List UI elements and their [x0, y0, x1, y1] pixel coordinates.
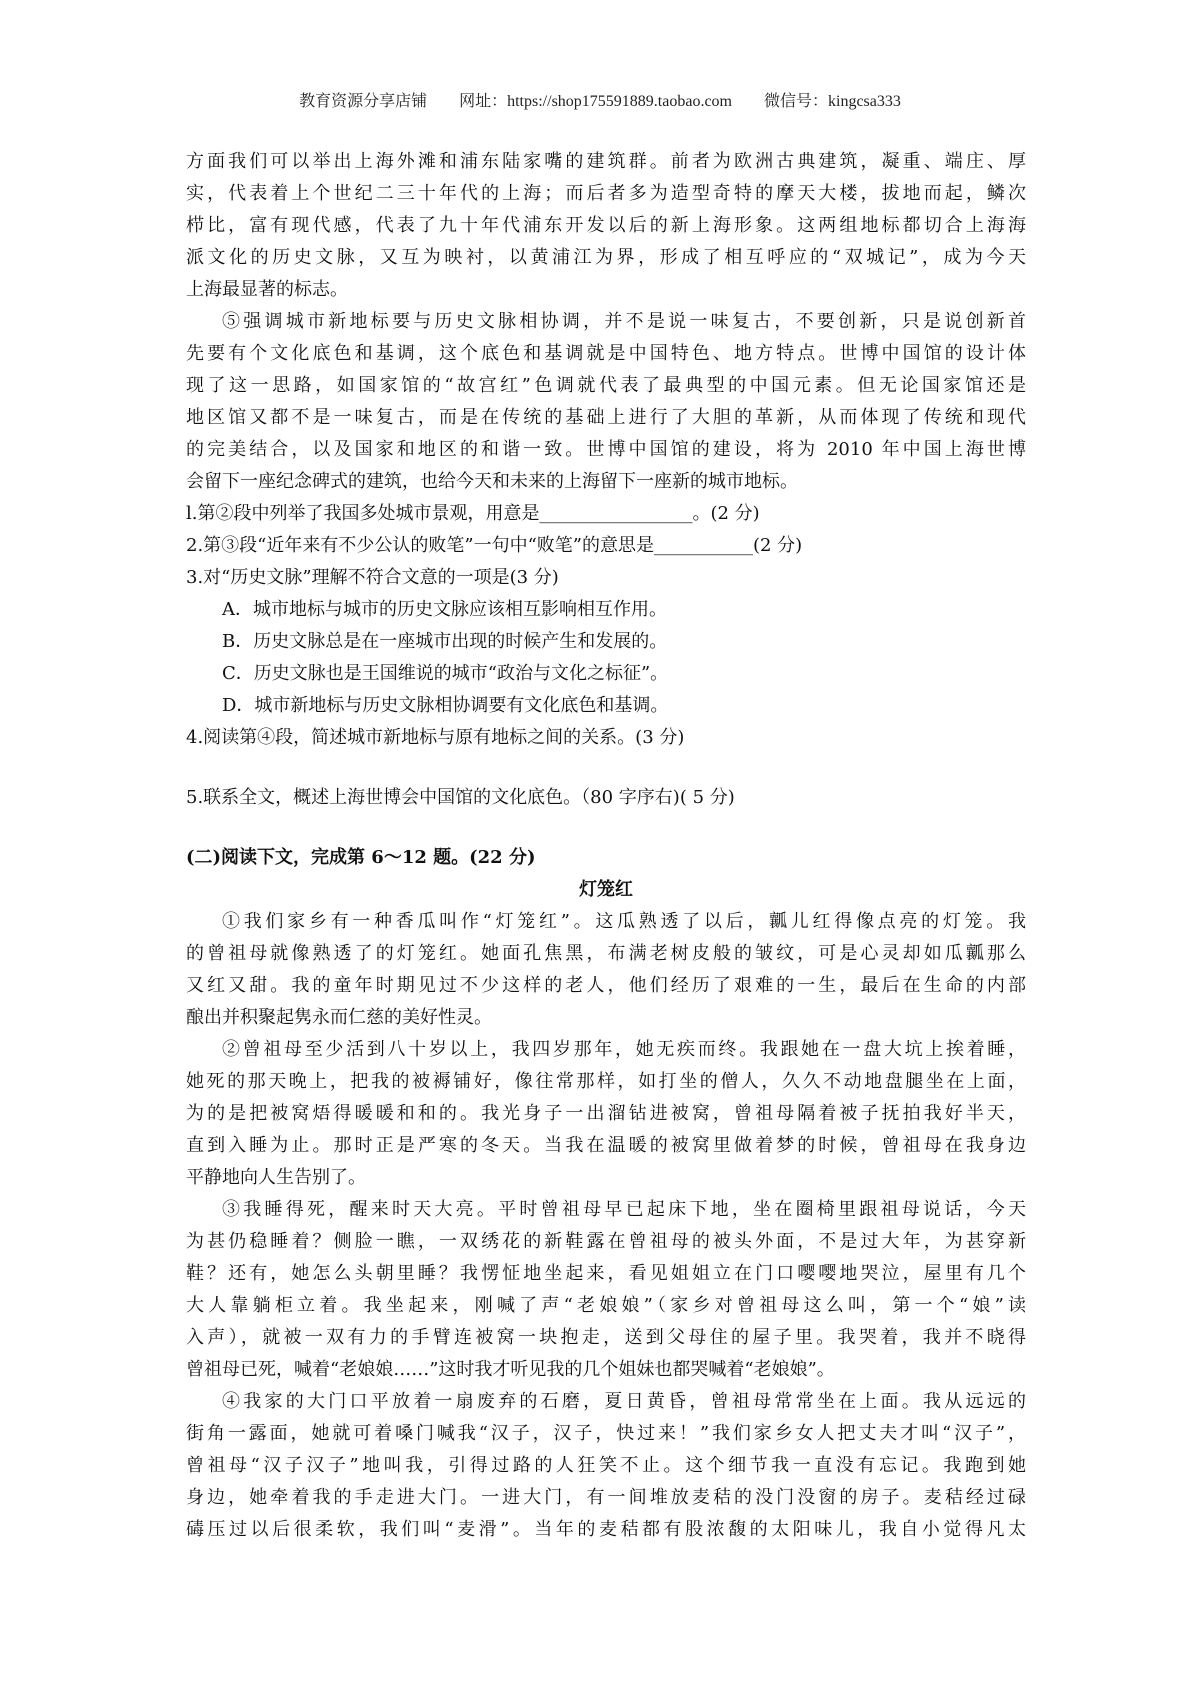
header-wechat: 微信号：kingcsa333: [764, 93, 901, 110]
question-3-option-b: B．历史文脉总是在一座城市出现的时候产生和发展的。: [222, 631, 668, 652]
text-line: 方面我们可以举出上海外滩和浦东陆家嘴的建筑群。前者为欧洲古典建筑，凝重、端庄、厚: [186, 151, 1026, 172]
text-line: 曾祖母“汉子汉子”地叫我，引得过路的人狂笑不止。这个细节我一直没有忘记。我跑到她: [186, 1455, 1026, 1476]
text-line: 入声），就被一双有力的手臂连被窝一块抱走，送到父母住的屋子里。我哭着，我并不晓得: [186, 1327, 1026, 1348]
text-line: 又红又甜。我的童年时期见过不少这样的老人，他们经历了艰难的一生，最后在生命的内部: [186, 975, 1026, 996]
text-line: 的曾祖母就像熟透了的灯笼红。她面孔焦黑，布满老树皮般的皱纹，可是心灵却如瓜瓤那么: [186, 943, 1026, 964]
text-line: 曾祖母已死，喊着“老娘娘……”这时我才听见我的几个姐妹也都哭喊着“老娘娘”。: [186, 1359, 835, 1380]
text-line: 平静地向人生告别了。: [186, 1167, 366, 1188]
text-line: 酿出并积聚起隽永而仁慈的美好性灵。: [186, 1007, 492, 1028]
text-line: 为甚仍稳睡着？侧脸一瞧，一双绣花的新鞋露在曾祖母的被头外面，不是过大年，为甚穿新: [186, 1231, 1026, 1252]
text-line: 碡压过以后很柔软，我们叫“麦滑”。当年的麦秸都有股浓馥的太阳味儿，我自小觉得凡太: [186, 1519, 1026, 1540]
text-line: 实，代表着上个世纪二三十年代的上海；而后者多为造型奇特的摩天大楼，拔地而起，鳞次: [186, 183, 1026, 204]
text-line: 直到入睡为止。那时正是严寒的冬天。当我在温暖的被窝里做着梦的时候，曾祖母在我身边: [186, 1135, 1026, 1156]
question-3-option-a: A．城市地标与城市的历史文脉应该相互影响相互作用。: [222, 599, 667, 620]
text-line: 派文化的历史文脉，又互为映衬，以黄浦江为界，形成了相互呼应的“双城记”，成为今天: [186, 247, 1026, 268]
text-line: ②曾祖母至少活到八十岁以上，我四岁那年，她无疾而终。我跟她在一盘大坑上挨着睡，: [222, 1039, 1026, 1060]
text-line: 的完美结合，以及国家和地区的和谐一致。世博中国馆的建设，将为 2010 年中国上海世博: [186, 439, 1026, 460]
passage-paragraph-4: [186, 1386, 1026, 1546]
question-3-option-d: D．城市新地标与历史文脉相协调要有文化底色和基调。: [222, 695, 669, 716]
text-line: ③我睡得死，醒来时天大亮。平时曾祖母早已起床下地，坐在圈椅里跟祖母说话，今天: [222, 1199, 1026, 1220]
text-line: 会留下一座纪念碑式的建筑，也给今天和未来的上海留下一座新的城市地标。: [186, 471, 798, 492]
question-3-option-c: C．历史文脉也是王国维说的城市“政治与文化之标征”。: [222, 663, 669, 684]
text-line: 为的是把被窝焐得暖暖和和的。我光身子一出溜钻进被窝，曾祖母隔着被子抚拍我好半天，: [186, 1103, 1026, 1124]
question-3: 3.对“历史文脉”理解不符合文意的一项是(3 分): [186, 567, 559, 588]
text-line: ①我们家乡有一种香瓜叫作“灯笼红”。这瓜熟透了以后，瓤儿红得像点亮的灯笼。我: [222, 911, 1026, 932]
text-line: ④我家的大门口平放着一扇废弃的石磨，夏日黄昏，曾祖母常常坐在上面。我从远远的: [222, 1391, 1026, 1412]
question-list: [186, 498, 1026, 814]
passage-paragraph-3: [186, 1194, 1026, 1386]
text-line: 街角一露面，她就可着嗓门喊我“汉子，汉子，快过来！”我们家乡女人把丈夫才叫“汉子”，: [186, 1423, 1026, 1444]
paragraph-5: [186, 306, 1026, 498]
document-body: [186, 146, 1026, 1546]
text-line: 上海最显著的标志。: [186, 279, 348, 300]
text-line: 身边，她牵着我的手走进大门。一进大门，有一间堆放麦秸的没门没窗的房子。麦秸经过碌: [186, 1487, 1026, 1508]
question-5: 5.联系全文，概述上海世博会中国馆的文化底色。（80 字序右)( 5 分): [186, 787, 735, 808]
text-line: 鞋？还有，她怎么头朝里睡？我愣怔地坐起来，看见姐姐立在门口嘤嘤地哭泣，屋里有几个: [186, 1263, 1026, 1284]
paragraph-continued: [186, 146, 1026, 306]
text-line: 先要有个文化底色和基调，这个底色和基调就是中国特色、地方特点。世博中国馆的设计体: [186, 343, 1026, 364]
passage-paragraph-1: [186, 906, 1026, 1034]
passage-title: 灯笼红: [579, 879, 633, 900]
text-line: 大人靠躺柜立着。我坐起来，刚喊了声“老娘娘”（家乡对曾祖母这么叫，第一个“娘”读: [186, 1295, 1026, 1316]
text-line: 地区馆又都不是一味复古，而是在传统的基础上进行了大胆的革新，从而体现了传统和现代: [186, 407, 1026, 428]
passage-paragraph-2: [186, 1034, 1026, 1194]
section-heading: (二)阅读下文，完成第 6～12 题。(22 分): [186, 847, 536, 868]
question-2: 2.第③段“近年来有不少公认的败笔”一句中“败笔”的意思是___________(2 分): [186, 535, 803, 556]
question-1: l.第②段中列举了我国多处城市景观，用意是_________________。(2 分): [186, 503, 760, 524]
text-line: 现了这一思路，如国家馆的“故宫红”色调就代表了最典型的中国元素。但无论国家馆还是: [186, 375, 1026, 396]
section-2: [186, 842, 1026, 1546]
text-line: 她死的那天晚上，把我的被褥铺好，像往常那样，如打坐的僧人，久久不动地盘腿坐在上面，: [186, 1071, 1026, 1092]
question-4: 4.阅读第④段，简述城市新地标与原有地标之间的关系。(3 分): [186, 727, 685, 748]
text-line: 栉比，富有现代感，代表了九十年代浦东开发以后的新上海形象。这两组地标都切合上海海: [186, 215, 1026, 236]
header-website: 网址：https://shop175591889.taobao.com: [459, 93, 732, 110]
page-header: [0, 88, 1200, 111]
text-line: ⑤强调城市新地标要与历史文脉相协调，并不是说一味复古，不要创新，只是说创新首: [222, 311, 1026, 332]
header-shop-name: 教育资源分享店铺: [299, 93, 428, 110]
